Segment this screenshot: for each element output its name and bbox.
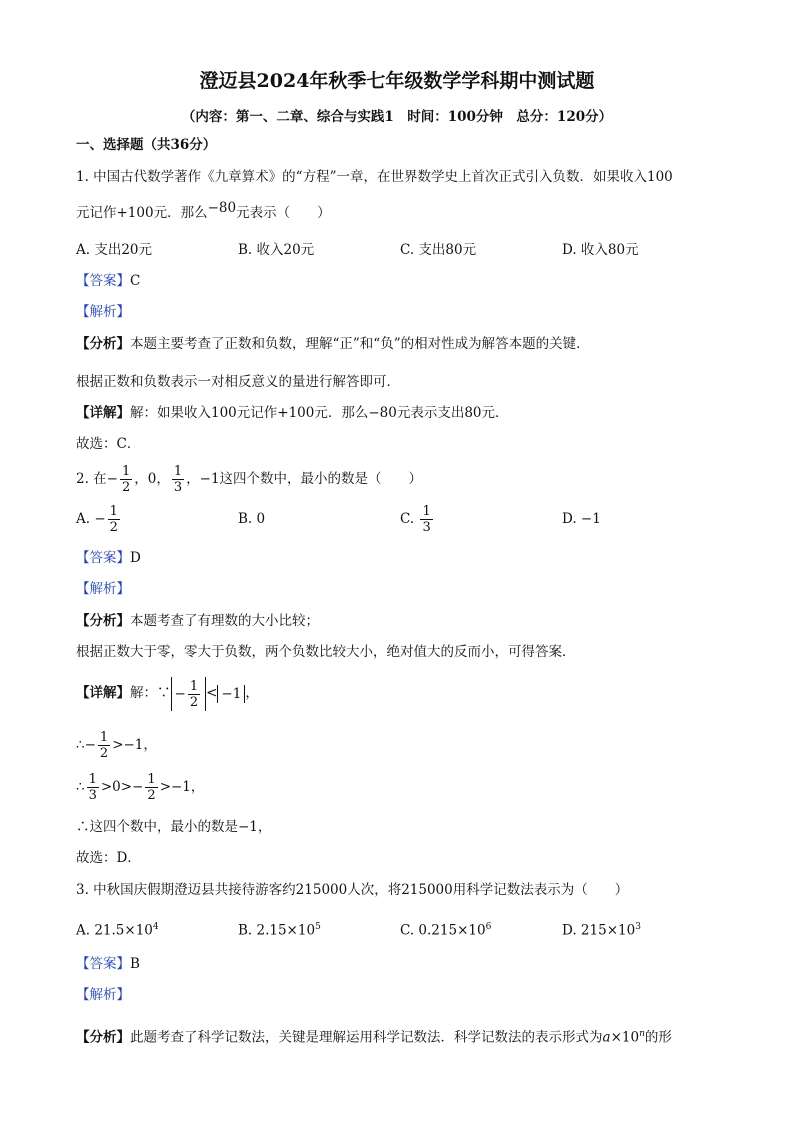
numerator: 1 (147, 772, 156, 787)
denominator: 2 (109, 520, 118, 535)
exponent: 4 (152, 922, 159, 932)
q2-text: 2. 在 (76, 471, 107, 487)
numerator: 1 (88, 772, 97, 787)
detail-tag: 【详解】 (76, 685, 130, 701)
denominator: 2 (99, 746, 109, 761)
q3-option-d (562, 918, 641, 940)
q2-fenxi-line (76, 612, 319, 630)
page-title: 澄迈县2024年秋季七年级数学学科期中测试题 (199, 70, 595, 92)
q2-option-d: D. −1 (562, 511, 601, 527)
option-letter: A. (76, 511, 91, 527)
answer-tag: 【答案】 (76, 273, 130, 289)
q1-text: 元表示（ ） (236, 205, 331, 221)
q1-stem-line2 (76, 200, 331, 222)
q1-answer-line (76, 272, 140, 290)
q3-option-c (400, 918, 491, 940)
detail-tag: 【详解】 (76, 405, 130, 421)
q2-stem (76, 462, 422, 496)
fraction-one-third (172, 464, 184, 495)
q2-option-a (76, 502, 122, 536)
numerator: 1 (422, 504, 431, 519)
q2-step1 (76, 728, 157, 762)
absolute-value (171, 677, 207, 711)
absolute-value: −1 (217, 685, 245, 703)
q2-fenxi-line2: 根据正数大于零，零大于负数，两个负数比较大小，绝对值大的反而小，可得答案． (76, 644, 576, 660)
option-letter: C. (400, 511, 415, 527)
q3-option-a (76, 918, 159, 940)
exponent: 3 (635, 922, 641, 932)
q2-text: ，−1这四个数中，最小的数是（ ） (186, 471, 423, 487)
q1-option-b: B. 收入20元 (238, 242, 315, 258)
numerator: 1 (99, 730, 109, 745)
exponent: 5 (315, 922, 321, 932)
therefore-sign: ∴ (76, 779, 85, 795)
denominator: 2 (189, 694, 199, 710)
option-text: B. 2.15×10 (238, 922, 316, 939)
q2-step2 (76, 770, 204, 804)
q1-choose: 故选：C． (76, 436, 141, 452)
analysis-tag: 【解析】 (76, 304, 130, 320)
q2-step-text: >−1， (112, 737, 157, 753)
numerator: 1 (189, 678, 199, 694)
q2-step-text: >0> (100, 779, 133, 795)
q1-fenxi: 本题主要考查了正数和负数，理解“正”和“负”的相对性成为解答本题的关键． (130, 336, 590, 352)
fenxi-tag: 【分析】 (76, 336, 130, 352)
minus-sign: − (174, 685, 186, 702)
page-subtitle: （内容：第一、二章、综合与实践1 时间：100分钟 总分：120分） (181, 109, 613, 125)
q1-detail: 解：如果收入100元记作+100元．那么−80元表示支出80元． (130, 405, 509, 421)
fraction-one-half (98, 730, 110, 761)
math-times-ten: ×10 (610, 1029, 640, 1046)
analysis-tag: 【解析】 (76, 987, 130, 1003)
q1-detail-line (76, 404, 509, 422)
denominator: 2 (121, 480, 131, 495)
q2-choose: 故选：D． (76, 850, 141, 866)
q2-fenxi: 本题考查了有理数的大小比较； (130, 613, 319, 629)
denominator: 2 (147, 788, 156, 803)
q2-detail-text: 解：∵ (130, 685, 171, 701)
q2-detail-line (76, 676, 259, 711)
answer-tag: 【答案】 (76, 956, 130, 972)
fraction-one-half (120, 464, 132, 495)
denominator: 3 (88, 788, 97, 803)
option-text: A. 21.5×10 (76, 922, 153, 939)
minus-sign: − (106, 471, 118, 487)
q1-value-positive: +100 (116, 205, 154, 221)
q1-option-c: C. 支出80元 (400, 242, 477, 258)
q1-text: 元．那么 (153, 205, 208, 221)
fenxi-tag: 【分析】 (76, 1029, 130, 1046)
therefore-sign: ∴ (76, 737, 85, 753)
minus-sign: − (84, 737, 96, 753)
q1-answer: C (130, 273, 141, 289)
q2-option-b: B. 0 (238, 511, 266, 527)
less-than: < (206, 685, 218, 701)
q2-step-text: >−1， (159, 779, 205, 795)
q3-answer: B (130, 956, 140, 972)
q2-step3: ∴这四个数中，最小的数是−1， (76, 819, 272, 835)
q1-stem-line1: 1. 中国古代数学著作《九章算术》的“方程”一章，在世界数学史上首次正式引入负数．如果收入100 (76, 169, 673, 185)
q3-stem: 3. 中秋国庆假期澄迈县共接待游客约215000人次，将215000用科学记数法表示为（ ） (76, 882, 629, 898)
q1-text: 元记作 (76, 205, 117, 221)
q1-option-a: A. 支出20元 (76, 242, 153, 258)
math-a: a (602, 1029, 611, 1046)
q1-option-d: D. 收入80元 (562, 242, 639, 258)
fraction-one-half (145, 772, 157, 803)
analysis-tag: 【解析】 (76, 581, 130, 597)
fraction-one-half (188, 679, 200, 710)
exponent: n (639, 1029, 645, 1039)
numerator: 1 (121, 464, 131, 479)
exponent: 6 (485, 922, 492, 932)
q1-fenxi-line (76, 335, 590, 353)
numerator: 1 (109, 504, 118, 519)
denominator: 3 (422, 520, 431, 535)
q3-fenxi-tail: 的形 (644, 1029, 672, 1046)
q2-answer-line (76, 549, 141, 567)
q1-fenxi-line2: 根据正数和负数表示一对相反意义的量进行解答即可． (76, 374, 400, 390)
q3-fenxi-line (76, 1025, 672, 1047)
q3-fenxi: 此题考查了科学记数法，关键是理解运用科学记数法．科学记数法的表示形式为 (130, 1029, 603, 1046)
q3-answer-line (76, 955, 140, 973)
q2-answer: D (130, 550, 141, 566)
minus-sign: − (94, 511, 106, 527)
q2-option-c (400, 502, 435, 536)
q1-value-negative: −80 (207, 200, 237, 216)
section-heading: 一、选择题（共36分） (76, 137, 217, 153)
answer-tag: 【答案】 (76, 550, 130, 566)
fraction-one-third (87, 772, 99, 803)
minus-sign: − (132, 779, 144, 795)
fraction-one-third (420, 504, 432, 535)
q2-text: ，0， (134, 471, 170, 487)
option-text: C. 0.215×10 (400, 922, 486, 939)
numerator: 1 (173, 464, 183, 479)
option-text: D. 215×10 (562, 922, 636, 939)
q3-option-b (238, 918, 321, 940)
fraction-one-half (108, 504, 120, 535)
comma: ， (245, 685, 259, 701)
fenxi-tag: 【分析】 (76, 613, 130, 629)
denominator: 3 (173, 480, 183, 495)
